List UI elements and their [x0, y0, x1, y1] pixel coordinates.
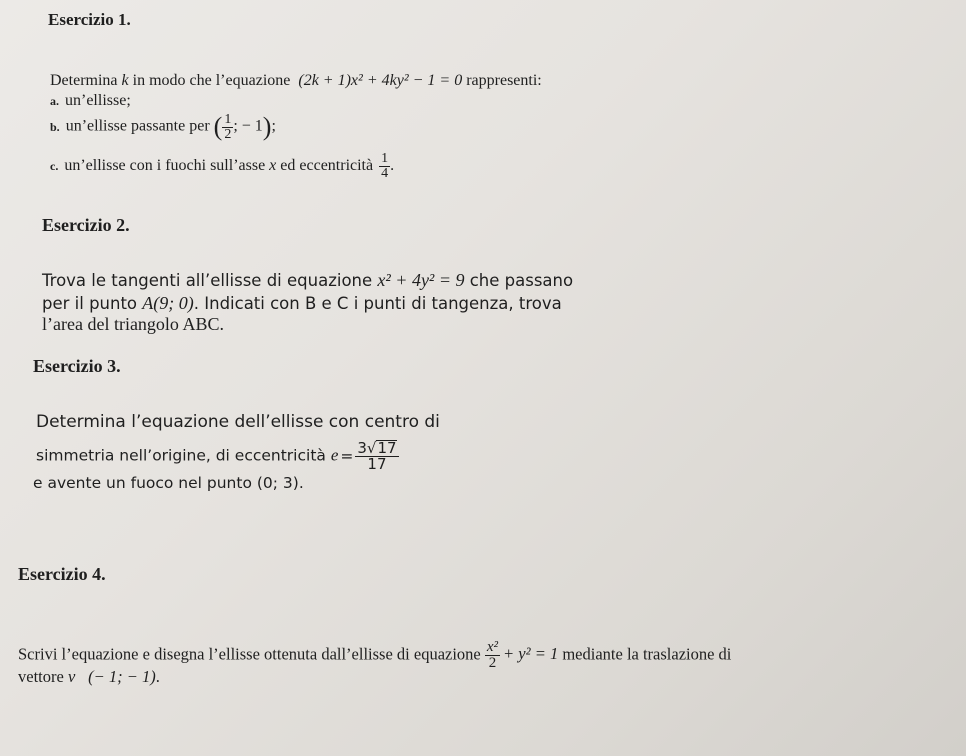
- item-a: [50, 92, 131, 110]
- equation-1: (2k + 1)x² + 4ky² − 1 = 0: [298, 72, 463, 89]
- item-c: [50, 152, 394, 181]
- e-label: e: [330, 445, 339, 465]
- exercise-2-line-2: [42, 293, 562, 314]
- vector-v: v⃗(− 1; − 1): [67, 667, 156, 686]
- exercise-1-prompt: [50, 72, 542, 90]
- prompt-text: in modo che l’equazione: [128, 72, 295, 89]
- item-text: un’ellisse;: [65, 92, 131, 109]
- exercise-2-line-1: [42, 270, 573, 291]
- exercise-3-line-1: Determina l’equazione dell’ellisse con centro di: [36, 412, 440, 432]
- exercise-4-line-2: [18, 667, 160, 687]
- point-coord: ; − 1: [233, 117, 263, 135]
- variable-k: k: [121, 72, 129, 89]
- equation-4-rest: + y² = 1: [503, 644, 559, 664]
- point-a: A(9; 0): [142, 293, 194, 313]
- exercise-2-title: Esercizio 2.: [42, 215, 130, 235]
- text: mediante la traslazione di: [558, 644, 732, 664]
- text: Scrivi l’equazione e disegna l’ellisse ottenuta dall’ellisse di equazione: [18, 644, 485, 664]
- equals-sign: =: [340, 446, 354, 465]
- item-text: un’ellisse passante per: [65, 117, 210, 135]
- prompt-text: Determina: [50, 72, 122, 89]
- axis-x: x: [269, 157, 277, 175]
- item-letter: a.: [50, 94, 59, 108]
- prompt-text: rappresenti:: [462, 72, 542, 89]
- x-squared-over-2: $\frac{\text{x²}}{2}$: [486, 639, 499, 671]
- fraction-one-half: $\frac{1}{2}$: [224, 111, 232, 142]
- radicand: 17: [377, 439, 397, 457]
- text: Trova le tangenti all’ellisse di equazione: [42, 271, 378, 290]
- exercise-2-line-3: l’area del triangolo ABC.: [42, 314, 224, 334]
- punctuation: ;: [271, 117, 276, 135]
- text: . Indicati con B e C i punti di tangenza, trova: [193, 294, 562, 313]
- item-letter: b.: [50, 119, 60, 134]
- punctuation: .: [390, 157, 395, 175]
- text: vettore: [18, 667, 68, 686]
- exercise-1-title: Esercizio 1.: [48, 10, 131, 29]
- item-letter: c.: [50, 159, 59, 174]
- item-text: un’ellisse con i fuochi sull’asse: [64, 157, 270, 175]
- item-text: ed eccentricità: [276, 157, 374, 175]
- text: .: [155, 667, 160, 686]
- exercise-3-line-2: [36, 440, 399, 472]
- item-b: b. un’ellisse passante per ( $\frac{1}{2}$ ; − 1);: [50, 111, 276, 142]
- equation-2: x² + 4y² = 9: [377, 270, 465, 290]
- text: che passano: [464, 271, 574, 290]
- denominator: 17: [355, 456, 398, 472]
- exercise-4-title: Esercizio 4.: [18, 564, 106, 584]
- text: simmetria nell’origine, di eccentricità: [36, 446, 331, 465]
- text: per il punto: [42, 294, 143, 313]
- fraction-one-quarter: $\frac{1}{4}$: [381, 151, 389, 181]
- exercise-3-title: Esercizio 3.: [33, 356, 121, 376]
- eccentricity-fraction: $\frac{3√17}{17}$: [357, 439, 397, 473]
- exercise-3-line-3: e avente un fuoco nel punto (0; 3).: [33, 474, 304, 492]
- coefficient: 3: [357, 439, 367, 457]
